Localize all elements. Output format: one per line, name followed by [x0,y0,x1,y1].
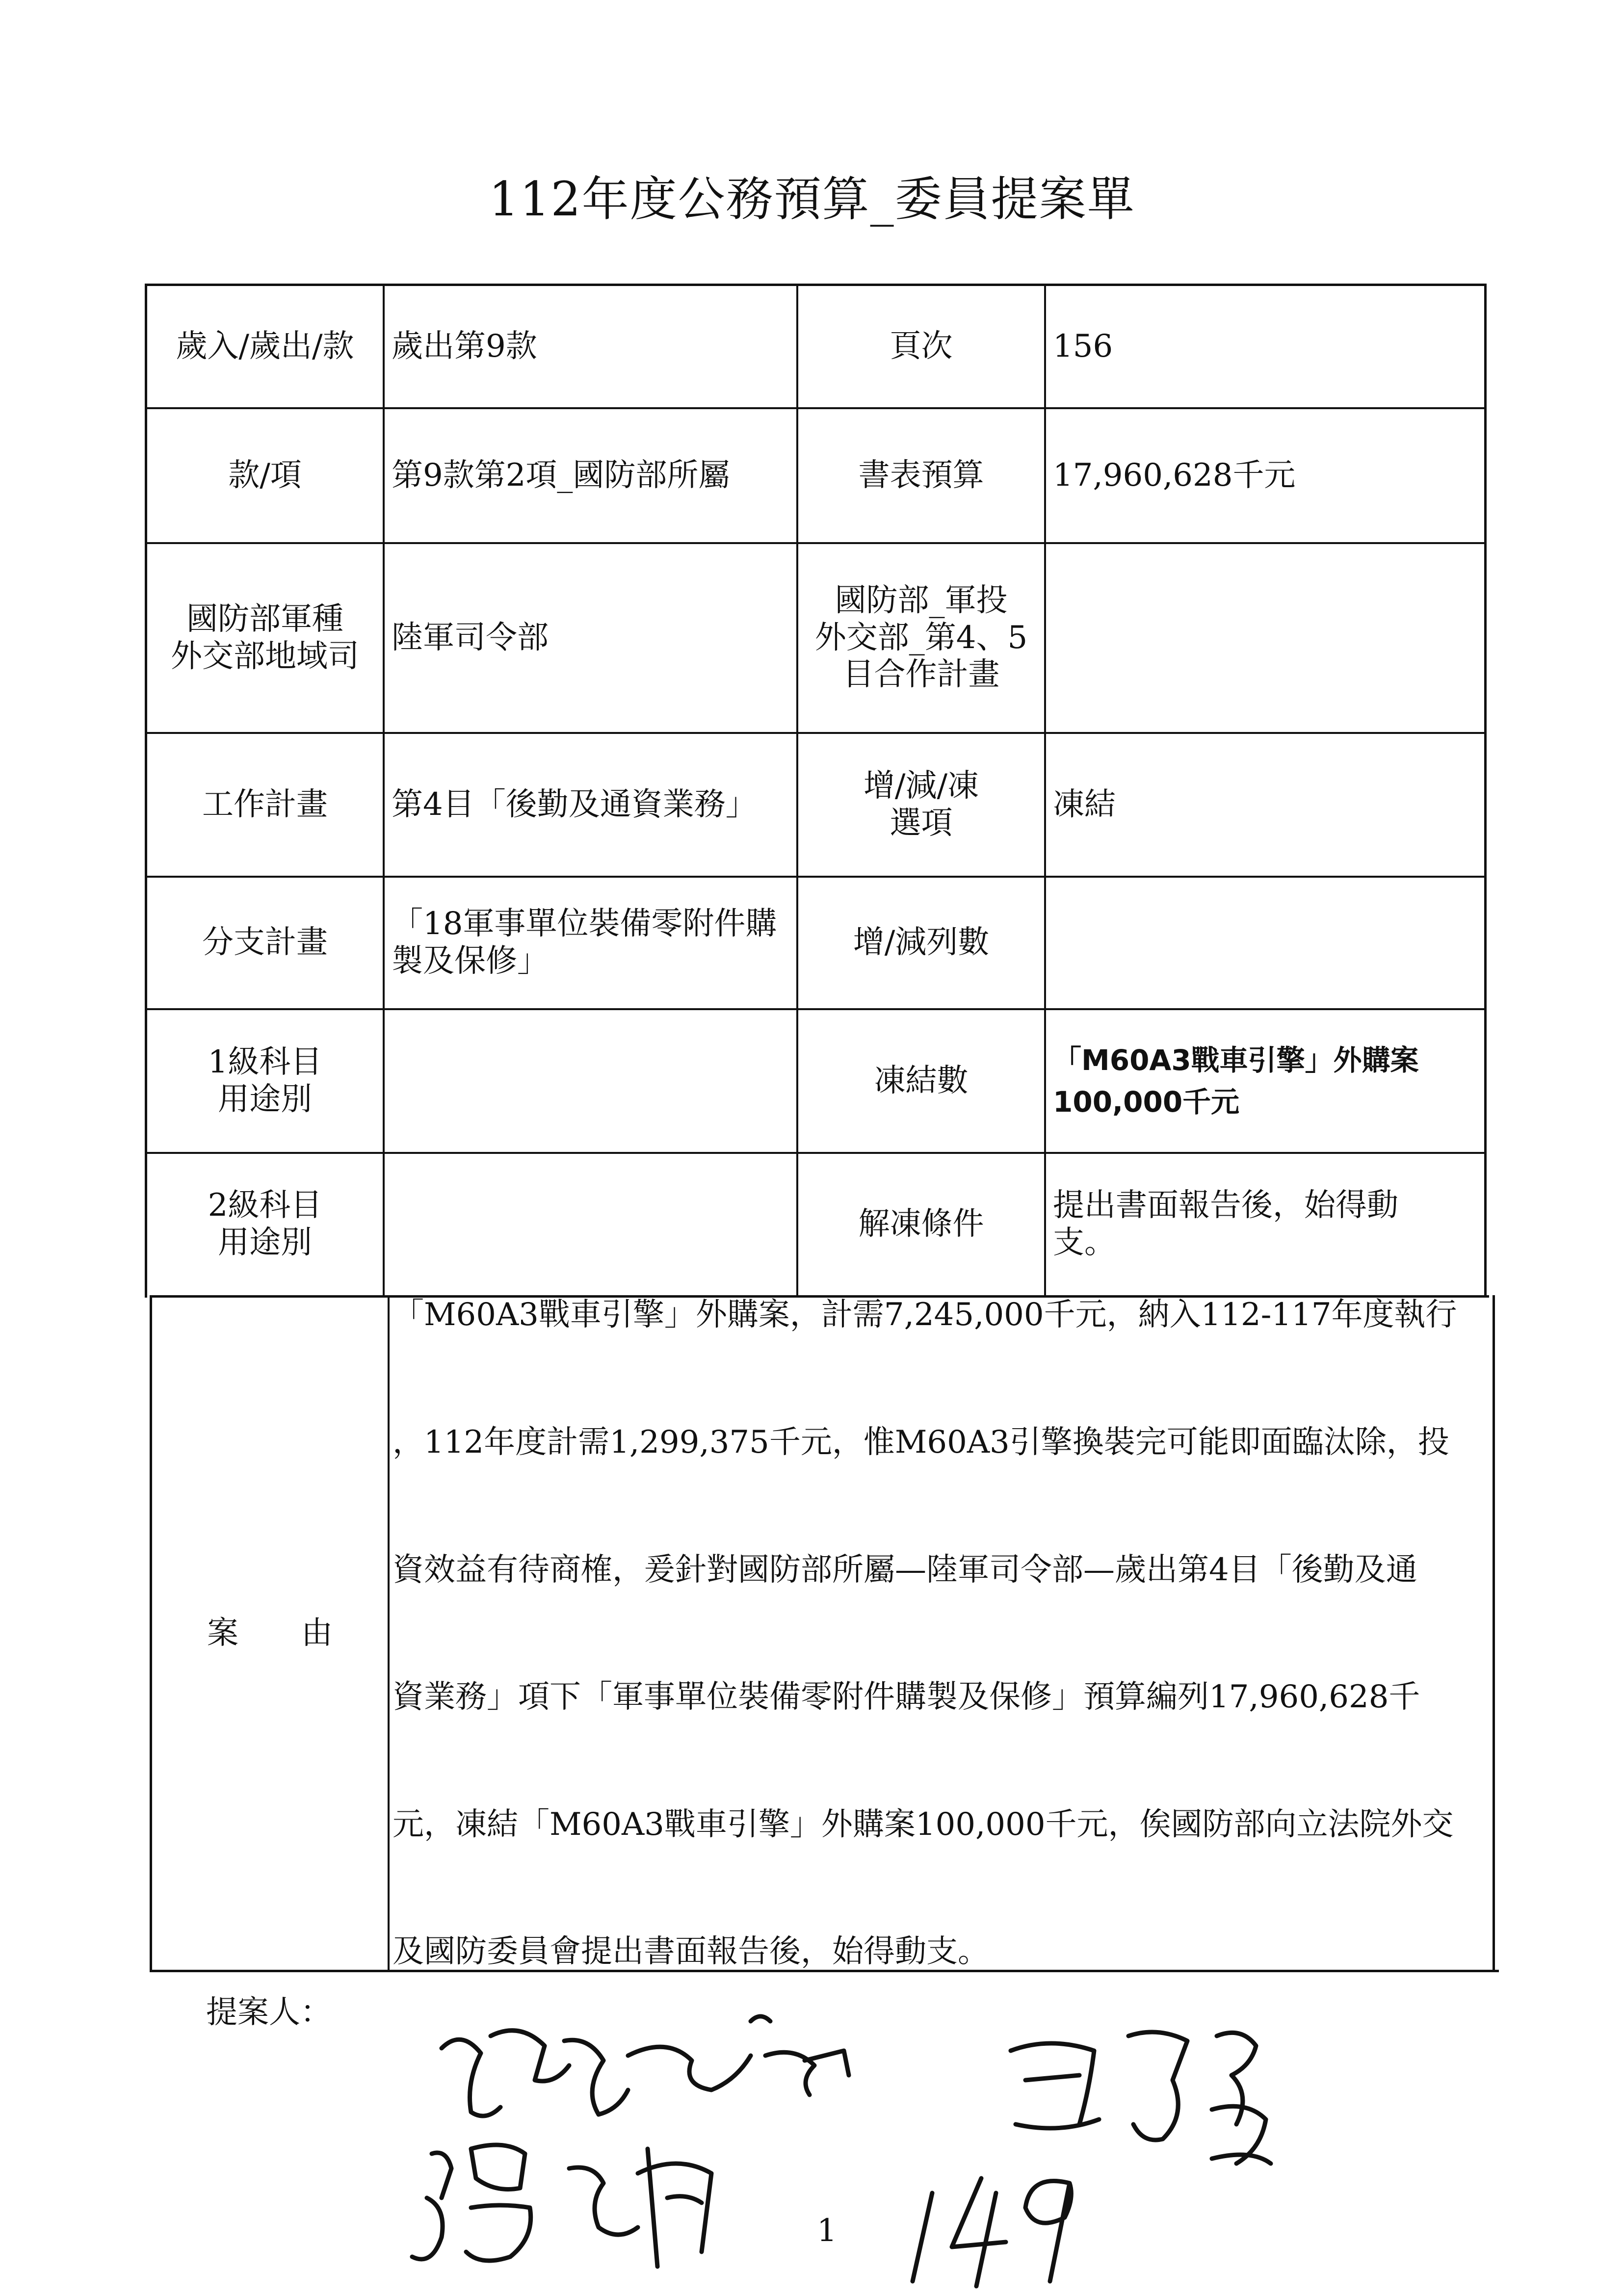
value-budget-type: 歲出第9款 [392,328,537,365]
label-cooperation-plan: 國防部_軍投 外交部_第4、5 目合作計畫 [814,582,1028,693]
reason-line: 資業務」項下「軍事單位裝備零附件購製及保修」預算編列17,960,628千 [393,1679,1420,1715]
value-unfreeze-condition: 提出書面報告後，始得動 支。 [1053,1187,1398,1261]
value-work-plan: 第4目「後勤及通資業務」 [392,786,757,823]
handwritten-number-149 [913,2178,1071,2286]
reason-line: 及國防委員會提出書面報告後，始得動支。 [393,1933,989,1970]
signature-1 [442,2016,849,2116]
label-sub-plan: 分支計畫 [202,924,328,961]
label-frozen-amount: 凍結數 [874,1062,969,1099]
reason-line: 元，凍結「M60A3戰車引擎」外購案100,000千元，俟國防部向立法院外交 [393,1806,1454,1843]
value-action-option: 凍結 [1053,786,1116,823]
value-sub-plan: 「18軍事單位裝備零附件購 製及保修」 [392,906,777,979]
label-level1-subject: 1級科目 用途別 [208,1044,322,1118]
reason-line: ，112年度計需1,299,375千元，惟M60A3引擎換裝完可能即面臨汰除，投 [393,1424,1449,1461]
label-section-item: 款/項 [228,457,302,494]
document-title: 112年度公務預算_委員提案單 [489,172,1135,227]
signature-2 [412,2145,711,2267]
label-budget-type: 歲入/歲出/款 [176,328,354,365]
label-page: 頁次 [890,328,953,365]
value-page: 156 [1053,328,1113,365]
label-statement-budget: 書表預算 [858,457,984,494]
value-frozen-amount: 「M60A3戰車引擎」外購案 100,000千元 [1053,1044,1419,1119]
signature-3 [1011,2032,1271,2164]
value-statement-budget: 17,960,628千元 [1053,457,1296,494]
page-number: 1 [817,2213,837,2249]
label-unfreeze-condition: 解凍條件 [858,1206,984,1243]
label-reason: 案 由 [207,1615,333,1652]
label-level2-subject: 2級科目 用途別 [208,1187,322,1261]
label-military-branch: 國防部軍種 外交部地域司 [171,600,359,675]
value-section-item: 第9款第2項_國防部所屬 [392,457,730,494]
value-military-branch: 陸軍司令部 [392,619,549,656]
label-action-option: 增/減/凍 選項 [863,767,979,841]
label-work-plan: 工作計畫 [202,786,328,823]
label-increase-decrease: 增/減列數 [853,924,990,961]
reason-line: 「M60A3戰車引擎」外購案，計需7,245,000千元，納入112-117年度執行 [393,1297,1457,1333]
reason-line: 資效益有待商榷，爰針對國防部所屬—陸軍司令部—歲出第4目「後勤及通 [393,1552,1417,1588]
proposer-label: 提案人： [206,1994,332,2031]
